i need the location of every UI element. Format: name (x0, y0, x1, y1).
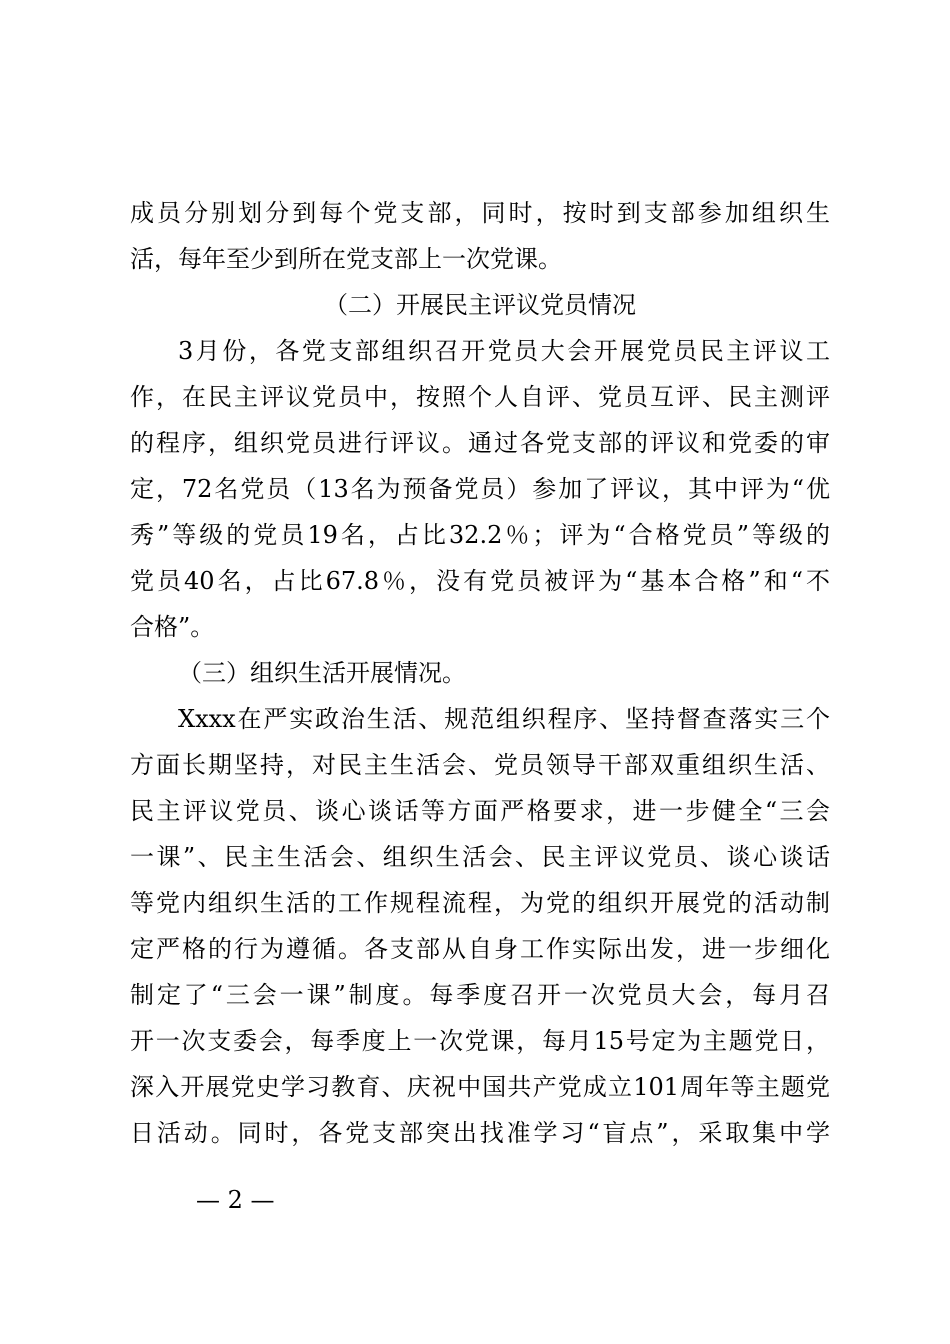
paragraph-2-line-1: 3月份，各党支部组织召开党员大会开展党员民主评议工 (178, 337, 830, 365)
paragraph-2-line-6: 党员40名，占比67.8％，没有党员被评为“基本合格”和“不 (130, 567, 830, 595)
paragraph-3-line-9: 深入开展党史学习教育、庆祝中国共产党成立101周年等主题党 (130, 1073, 830, 1101)
paragraph-3-line-4: 一课”、民主生活会、组织生活会、民主评议党员、谈心谈话 (130, 843, 830, 871)
paragraph-3-line-3: 民主评议党员、谈心谈话等方面严格要求，进一步健全“三会 (130, 797, 830, 825)
paragraph-3-line-5: 等党内组织生活的工作规程流程，为党的组织开展党的活动制 (130, 889, 830, 917)
paragraph-3-line-2: 方面长期坚持，对民主生活会、党员领导干部双重组织生活、 (130, 751, 830, 779)
paragraph-2-line-5: 秀”等级的党员19名，占比32.2％；评为“合格党员”等级的 (130, 521, 830, 549)
paragraph-2-line-2: 作，在民主评议党员中，按照个人自评、党员互评、民主测评 (130, 383, 830, 411)
page-number: — 2 — (196, 1186, 275, 1214)
paragraph-3-line-10: 日活动。同时，各党支部突出找准学习“盲点”，采取集中学 (130, 1119, 830, 1147)
paragraph-1-line-2: 活，每年至少到所在党支部上一次党课。 (130, 245, 562, 273)
section-heading-2: （二）开展民主评议党员情况 (324, 291, 636, 319)
paragraph-1-line-1: 成员分别划分到每个党支部，同时，按时到支部参加组织生 (130, 199, 830, 227)
paragraph-2-line-3: 的程序，组织党员进行评议。通过各党支部的评议和党委的审 (130, 429, 830, 457)
paragraph-3-line-7: 制定了“三会一课”制度。每季度召开一次党员大会，每月召 (130, 981, 830, 1009)
paragraph-3-line-1: Xxxx在严实政治生活、规范组织程序、坚持督查落实三个 (178, 705, 830, 733)
paragraph-2-line-7: 合格”。 (130, 613, 215, 641)
paragraph-3-line-6: 定严格的行为遵循。各支部从自身工作实际出发，进一步细化 (130, 935, 830, 963)
paragraph-2-line-4: 定，72名党员（13名为预备党员）参加了评议，其中评为“优 (130, 475, 830, 503)
paragraph-3-line-8: 开一次支委会，每季度上一次党课，每月15号定为主题党日， (130, 1027, 830, 1055)
section-heading-3: （三）组织生活开展情况。 (178, 659, 466, 687)
